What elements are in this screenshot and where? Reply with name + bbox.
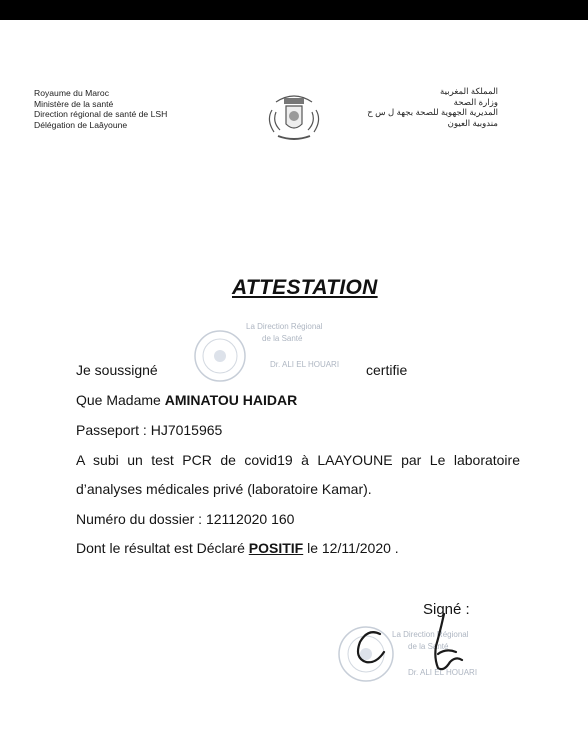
- header-left-block: [34, 88, 167, 130]
- header-right-line: وزارة الصحة: [453, 96, 498, 107]
- result-value: POSITIF: [248, 540, 304, 556]
- passport-line: Passeport : HJ7015965: [76, 422, 223, 438]
- certify-verb: certifie: [366, 362, 408, 378]
- top-black-bar: [0, 0, 588, 20]
- header-left-line: Ministère de la santé: [34, 98, 114, 109]
- header-right-line: مندوبية العيون: [447, 117, 498, 128]
- header-left-line: Direction régional de santé de LSH: [34, 109, 168, 119]
- official-stamp-seal: [192, 328, 248, 384]
- coat-of-arms-emblem: [258, 88, 330, 144]
- certify-text: Je soussigné: [76, 362, 158, 378]
- header-left-line: Délégation de Laâyoune: [34, 119, 128, 130]
- header-right-block: [367, 86, 498, 128]
- stamp-line-1-lower: La Direction Régional: [392, 630, 469, 639]
- test-description-line: A subi un test PCR de covid19 à LAAYOUNE par Le laboratoire: [76, 452, 520, 468]
- patient-line: [76, 392, 297, 408]
- header-right-line: المديرية الجهوية للصحة بجهة ل س ح: [367, 107, 498, 117]
- dossier-line: Numéro du dossier : 12112020 160: [76, 511, 295, 527]
- result-suffix: le 12/11/2020 .: [307, 540, 399, 556]
- stamp-name-lower: Dr. ALI EL HOUARI: [408, 668, 478, 677]
- stamp-name: Dr. ALI EL HOUARI: [270, 360, 340, 369]
- stamp-line-1: La Direction Régional: [246, 322, 323, 331]
- lab-line: d’analyses médicales privé (laboratoire Kamar).: [76, 481, 372, 497]
- handwritten-signature: [346, 606, 476, 686]
- result-prefix: Dont le résultat est Déclaré: [76, 540, 245, 556]
- header-right-line: المملكة المغربية: [440, 86, 498, 96]
- patient-name: AMINATOU HAIDAR: [164, 392, 298, 408]
- patient-prefix: Que Madame: [76, 392, 161, 408]
- header-left-line: Royaume du Maroc: [34, 88, 109, 98]
- stamp-line-2: de la Santé: [262, 334, 303, 343]
- stamp-line-2-lower: de la Santé: [408, 642, 449, 651]
- result-line: [76, 540, 399, 556]
- signature-label: Signé :: [423, 601, 470, 618]
- document-title: ATTESTATION: [232, 276, 378, 299]
